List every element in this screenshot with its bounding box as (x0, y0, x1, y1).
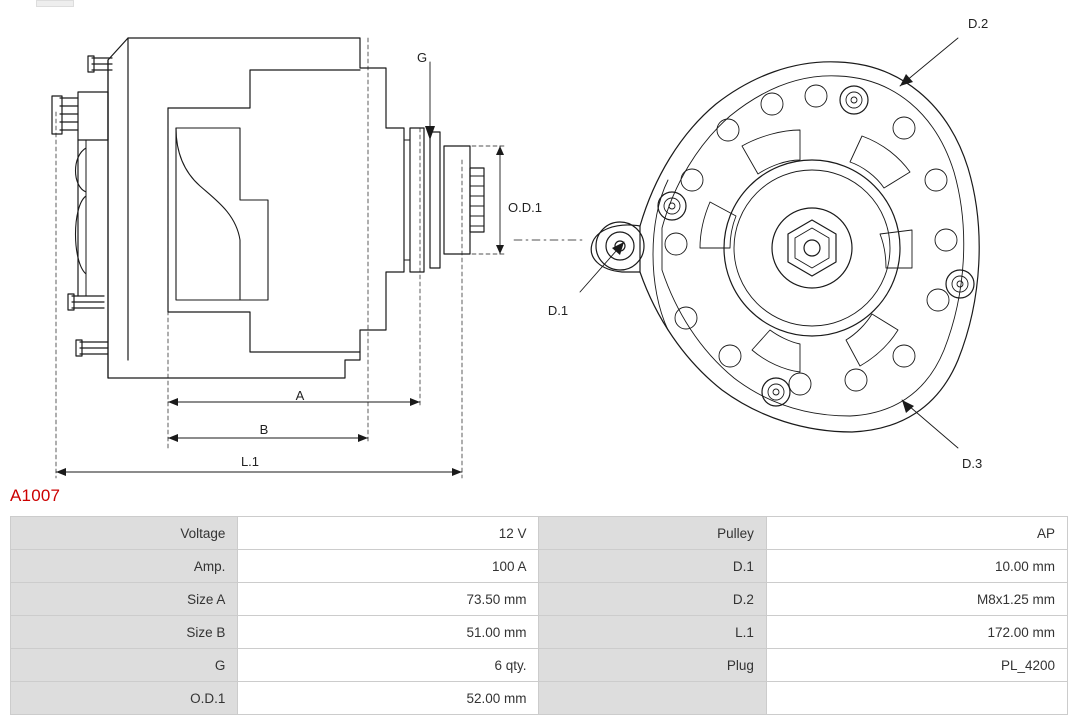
spec-value-size-a: 73.50 mm (238, 583, 539, 616)
label-b: B (259, 422, 269, 437)
spec-label-od1: O.D.1 (11, 682, 238, 715)
spec-value-voltage: 12 V (238, 517, 539, 550)
label-g: G (416, 50, 428, 65)
table-row (11, 616, 1068, 649)
spec-label-l1: L.1 (539, 616, 766, 649)
spec-label-d2: D.2 (539, 583, 766, 616)
spec-label-empty (539, 682, 766, 715)
spec-value-plug: PL_4200 (766, 649, 1067, 682)
label-od1: O.D.1 (508, 200, 542, 215)
table-row (11, 517, 1068, 550)
spec-value-size-b: 51.00 mm (238, 616, 539, 649)
spec-value-l1: 172.00 mm (766, 616, 1067, 649)
spec-label-size-b: Size B (11, 616, 238, 649)
spec-value-od1: 52.00 mm (238, 682, 539, 715)
spec-value-g: 6 qty. (238, 649, 539, 682)
spec-label-d1: D.1 (539, 550, 766, 583)
spec-value-d1: 10.00 mm (766, 550, 1067, 583)
spec-label-plug: Plug (539, 649, 766, 682)
spec-label-size-a: Size A (11, 583, 238, 616)
spec-value-pulley: AP (766, 517, 1067, 550)
spec-value-d2: M8x1.25 mm (766, 583, 1067, 616)
table-row (11, 649, 1068, 682)
spec-value-empty (766, 682, 1067, 715)
spec-label-g: G (11, 649, 238, 682)
part-number: A1007 (10, 486, 61, 505)
label-a: A (295, 388, 305, 403)
specifications-table (10, 516, 1068, 715)
spec-label-amp: Amp. (11, 550, 238, 583)
label-d3: D.3 (962, 456, 983, 471)
spec-value-amp: 100 A (238, 550, 539, 583)
label-d2: D.2 (968, 16, 989, 31)
spec-label-voltage: Voltage (11, 517, 238, 550)
spec-label-pulley: Pulley (539, 517, 766, 550)
table-row (11, 583, 1068, 616)
table-row (11, 682, 1068, 715)
label-d1: D.1 (547, 303, 569, 318)
table-row (11, 550, 1068, 583)
label-l1: L.1 (240, 454, 260, 469)
